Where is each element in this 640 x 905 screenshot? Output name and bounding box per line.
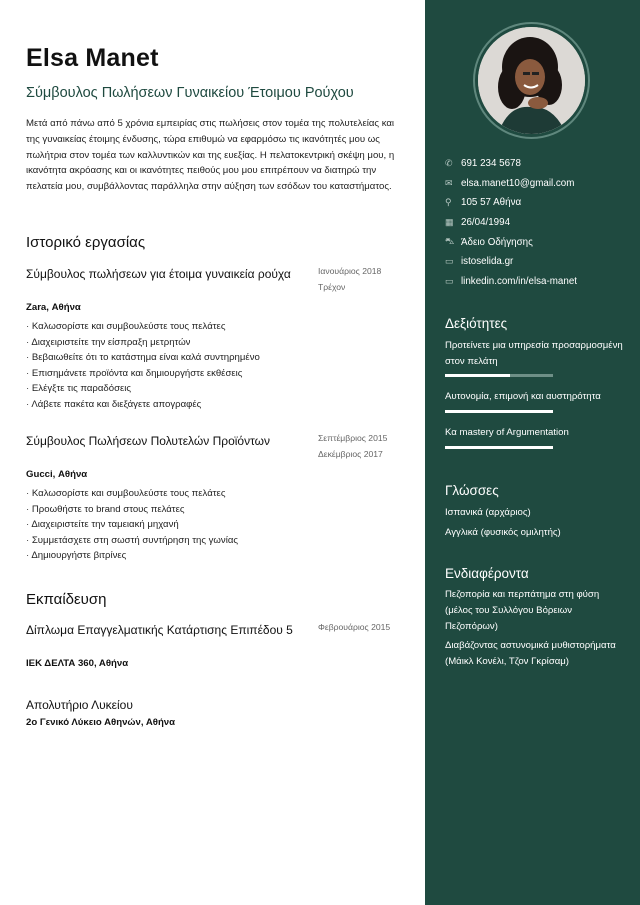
job-company: Gucci, Αθήνα [26,469,88,480]
interest-item: Διαβάζοντας αστυνομικά μυθιστορήματα (Μάικλ Κονέλι, Τζον Γκρίσαμ) [445,640,616,667]
education-school: ΙΕΚ ΔΕΛΤΑ 360, Αθήνα [26,658,129,669]
contact-email[interactable] [445,174,625,194]
language-item: Αγγλικά (φυσικός ομιλητής) [445,527,561,538]
job-task-list [26,319,260,413]
skill-level-bar [445,374,553,377]
contact-list [445,154,625,291]
contact-website[interactable] [445,252,625,272]
skill-level-fill [445,374,510,377]
contact-location [445,193,625,213]
job-task: · Ελέγξτε τις παραδόσεις [26,381,260,397]
job-role: Σύμβουλος Πωλήσεων Πολυτελών Προϊόντων [26,434,271,448]
car-icon: ⛍ [445,236,455,247]
job-task: · Προωθήστε το brand στους πελάτες [26,502,238,518]
skills-heading: Δεξιότητες [445,316,508,331]
job-task-list [26,486,238,564]
job-task: · Διαχειριστείτε την ταμειακή μηχανή [26,517,238,533]
job-company: Zara, Αθήνα [26,302,81,313]
contact-birthdate [445,213,625,233]
contact-linkedin[interactable] [445,272,625,292]
education-school: 2ο Γενικό Λύκειο Αθηνών, Αθήνα [26,717,176,728]
location-text: 105 57 Αθήνα [461,197,522,209]
job-end-date: Δεκέμβριος 2017 [318,449,383,459]
job-task: · Καλωσορίστε και συμβουλεύστε τους πελάτες [26,486,238,502]
contact-phone[interactable] [445,154,625,174]
skill-item: Κα mastery of Argumentation [445,427,569,438]
candidate-name: Elsa Manet [26,44,159,72]
job-start-date: Ιανουάριος 2018 [318,266,382,276]
education-date: Φεβρουάριος 2015 [318,622,391,632]
job-task: · Λάβετε πακέτα και διεξάγετε απογραφές [26,397,260,413]
job-task: · Επισημάνετε προϊόντα και δημιουργήστε εκθέσεις [26,366,260,382]
experience-heading: Ιστορικό εργασίας [26,234,146,251]
sidebar [425,0,640,905]
phone-text: 691 234 5678 [461,158,521,170]
job-task: · Δημιουργήστε βιτρίνες [26,548,238,564]
location-icon: ⚲ [445,197,452,208]
job-end-date: Τρέχον [318,282,346,292]
website-icon: ▭ [445,256,454,267]
phone-icon: ✆ [445,158,453,169]
job-start-date: Σεπτέμβριος 2015 [318,433,388,443]
education-degree: Δίπλωμα Επαγγελματικής Κατάρτισης Επιπέδου 5 [26,623,293,637]
job-task: · Καλωσορίστε και συμβουλεύστε τους πελάτες [26,319,260,335]
calendar-icon: ▦ [445,217,454,228]
language-item: Ισπανικά (αρχάριος) [445,507,531,518]
website-link[interactable]: istoselida.gr [461,256,514,268]
job-task: · Βεβαιωθείτε ότι το κατάστημα είναι καλά συντηρημένο [26,350,260,366]
education-heading: Εκπαίδευση [26,591,107,608]
skill-level-fill [445,410,553,413]
avatar [478,27,585,134]
languages-heading: Γλώσσες [445,483,499,498]
job-role: Σύμβουλος πωλήσεων για έτοιμα γυναικεία ρούχα [26,267,291,281]
skill-level-bar [445,410,553,413]
interest-item: Πεζοπορία και περπάτημα στη φύση (μέλος του Συλλόγου Βόρειων Πεζοπόρων) [445,589,600,632]
contact-license [445,232,625,252]
skill-item: Προτείνετε μια υπηρεσία προσαρμοσμένη στον πελάτη [445,340,623,367]
skill-level-bar [445,446,553,449]
summary-paragraph: Μετά από πάνω από 5 χρόνια εμπειρίας στις πωλήσεις στον τομέα της πολυτελείας και της γυναικείας έτοιμης ένδυσης, τώρα επιθυμώ να εφαρμόσω τις ικανότητές μου ως πωλήτρια στον τομέα των καλλυντικών και της ευεξίας. Η πελατοκεντρική σκέψη μου, η ικανότητα ακρόασης και οι ικανότητες πειθούς μου μου επιτρέπουν να διατηρώ την πελατεία μου, συμβάλλοντας παράλληλα στην αύξηση των εσόδων του καταστήματος. [26,118,395,193]
license-text: Άδειο Οδήγησης [461,236,533,248]
linkedin-link[interactable]: linkedin.com/in/elsa-manet [461,275,577,287]
job-task: · Διαχειριστείτε την είσπραξη μετρητών [26,335,260,351]
email-text: elsa.manet10@gmail.com [461,177,575,189]
job-task: · Συμμετάσχετε στη σωστή συντήρηση της γωνίας [26,533,238,549]
job-title: Σύμβουλος Πωλήσεων Γυναικείου Έτοιμου Ρούχου [26,85,354,101]
interests-heading: Ενδιαφέροντα [445,566,529,581]
linkedin-icon: ▭ [445,275,454,286]
portrait-illustration [478,27,585,134]
email-icon: ✉ [445,177,453,188]
education-degree: Απολυτήριο Λυκείου [26,698,133,712]
skill-level-fill [445,446,553,449]
birthdate-text: 26/04/1994 [461,217,511,229]
skill-item: Αυτονομία, επιμονή και αυστηρότητα [445,391,601,402]
